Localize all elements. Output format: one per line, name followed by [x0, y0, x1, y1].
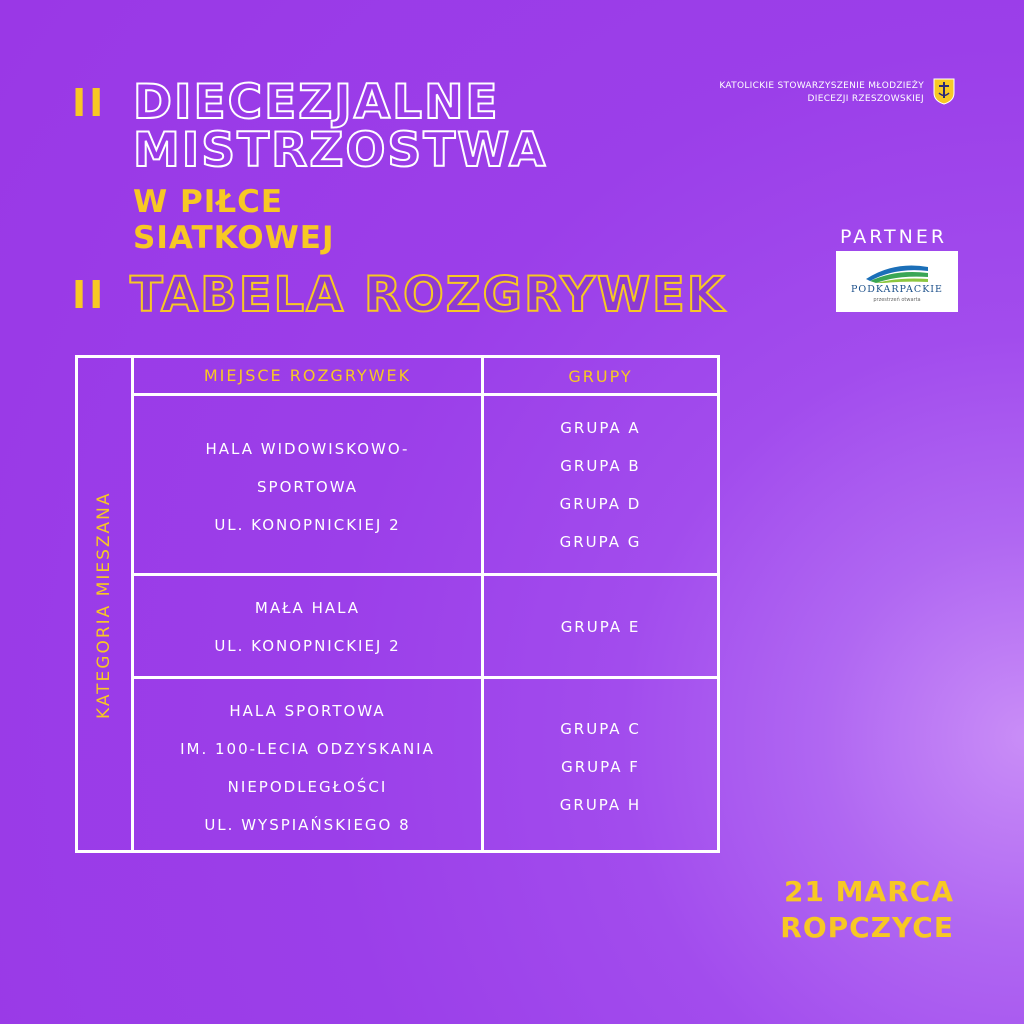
title-line-1: DIECEZJALNE — [133, 75, 500, 130]
place-line: SPORTOWA — [257, 478, 358, 496]
row-divider-2 — [131, 676, 717, 679]
category-label: KATEGORIA MIESZANA — [94, 491, 114, 719]
group-item: GRUPA B — [560, 457, 641, 475]
group-item: GRUPA G — [559, 533, 642, 551]
place-line: MAŁA HALA — [254, 599, 361, 617]
group-item: GRUPA D — [559, 495, 642, 513]
header-divider — [131, 393, 717, 396]
group-item: GRUPA A — [560, 419, 641, 437]
partner-logo-tagline: przestrzeń otwarta — [873, 297, 921, 303]
group-item: GRUPA H — [559, 796, 642, 814]
title-line-2: MISTRZOSTWA — [133, 123, 548, 178]
header-groups: GRUPY — [568, 367, 633, 386]
place-line: UL. WYSPIAŃSKIEGO 8 — [204, 816, 411, 834]
event-info — [654, 874, 954, 946]
group-item: GRUPA E — [560, 618, 641, 636]
group-item: GRUPA C — [560, 720, 641, 738]
partner-label: PARTNER — [840, 226, 948, 248]
header-place: MIEJSCE ROZGRYWEK — [203, 366, 412, 385]
partner-logo-text: PODKARPACKIE — [851, 284, 943, 295]
row-2-groups — [484, 608, 717, 646]
place-line: UL. KONOPNICKIEJ 2 — [214, 637, 401, 655]
event-date: 21 MARCA — [783, 875, 954, 908]
schedule-table — [75, 355, 720, 853]
place-line: IM. 100-LECIA ODZYSKANIA — [180, 740, 435, 758]
title-marker: II — [72, 81, 107, 125]
partner-logo[interactable] — [836, 251, 958, 312]
organization-line-1: KATOLICKIE STOWARZYSZENIE MŁODZIEŻY — [719, 81, 924, 91]
event-city: ROPCZYCE — [780, 911, 954, 944]
organization-line-2: DIECEZJI RZESZOWSKIEJ — [807, 94, 924, 104]
organization-name — [644, 80, 924, 106]
place-line: HALA SPORTOWA — [229, 702, 386, 720]
group-item: GRUPA F — [561, 758, 640, 776]
row-3-place — [134, 692, 481, 844]
subtitle-line-2: SIATKOWEJ — [133, 220, 335, 256]
section-title: TABELA ROZGRYWEK — [130, 267, 726, 323]
row-1-place — [134, 430, 481, 544]
row-divider-1 — [131, 573, 717, 576]
partner-logo-icon — [864, 259, 930, 283]
place-line: HALA WIDOWISKOWO- — [205, 440, 410, 458]
diocese-emblem-icon — [932, 77, 956, 105]
row-3-groups — [484, 710, 717, 824]
place-line: NIEPODLEGŁOŚCI — [227, 778, 388, 796]
subtitle-line-1: W PIŁCE — [133, 184, 284, 220]
row-2-place — [134, 589, 481, 665]
section-marker: II — [72, 273, 107, 317]
row-1-groups — [484, 409, 717, 561]
place-line: UL. KONOPNICKIEJ 2 — [214, 516, 401, 534]
